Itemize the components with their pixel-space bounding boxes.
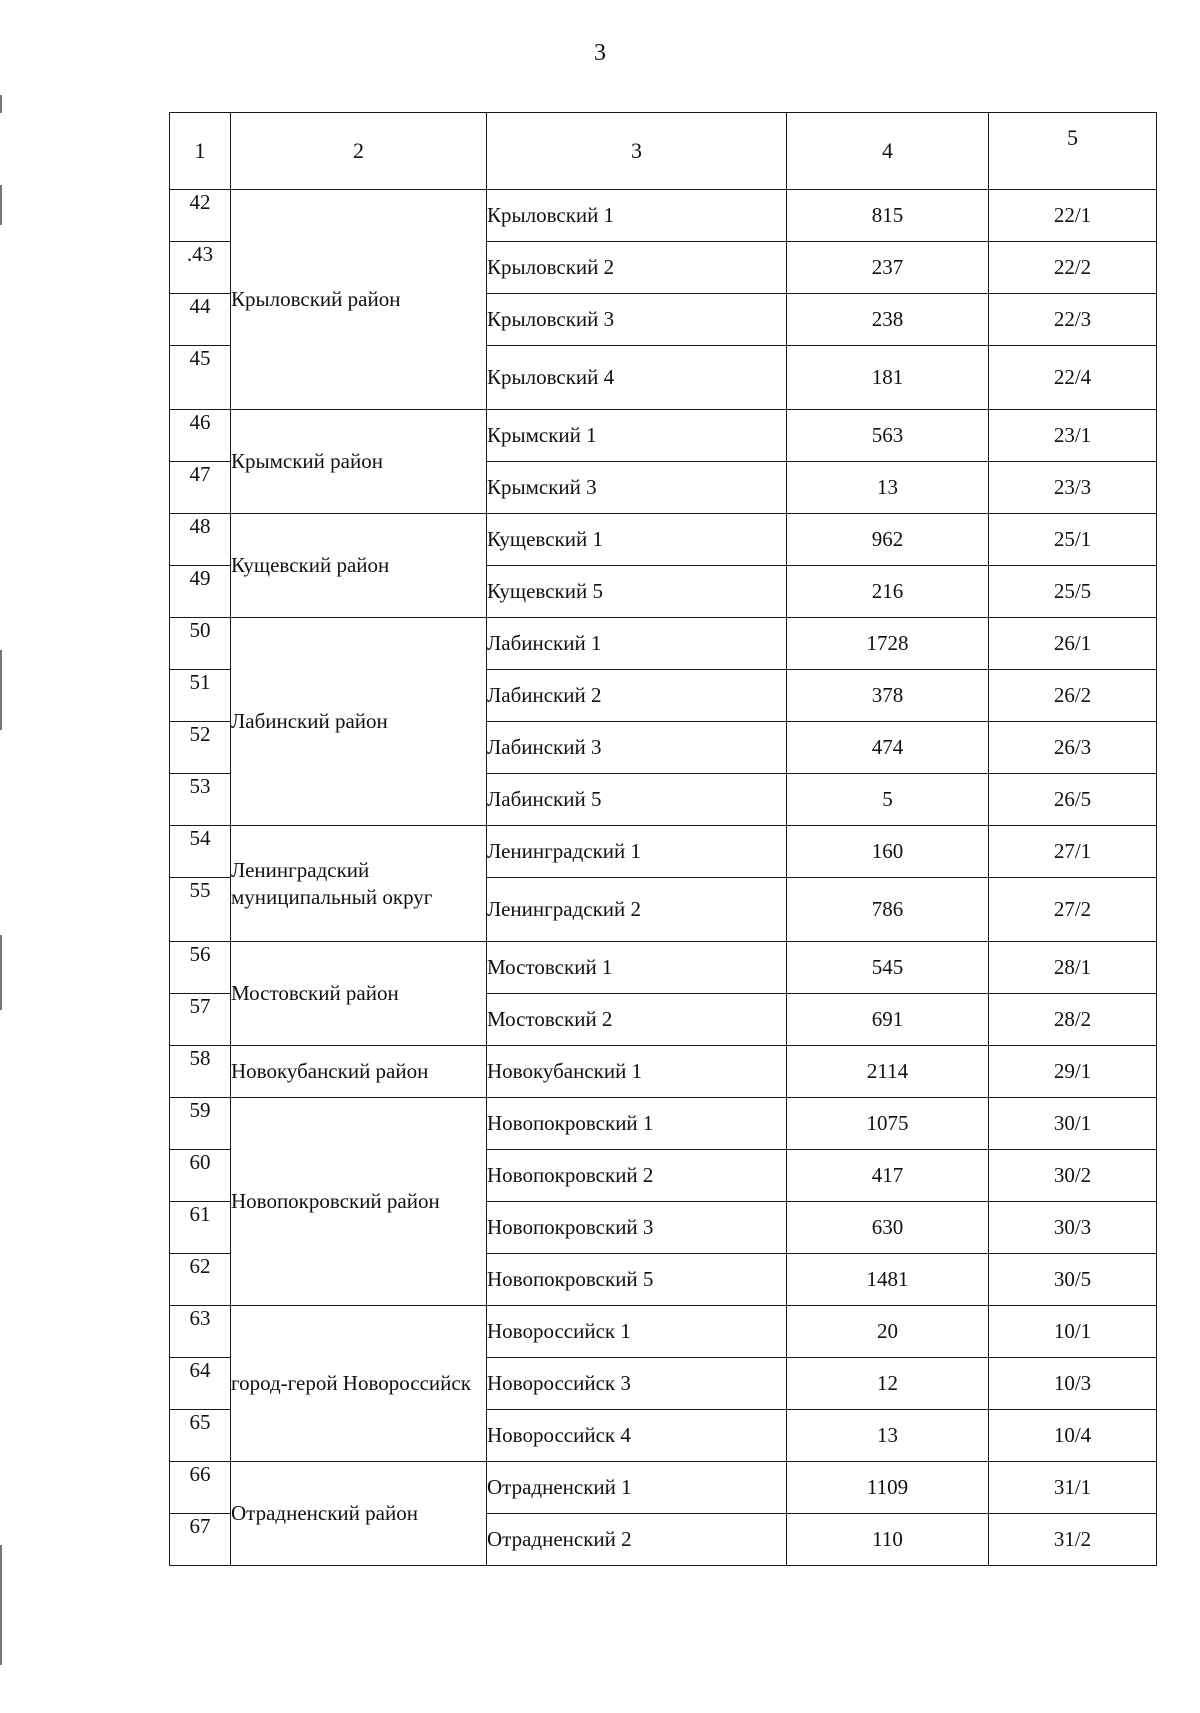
code-value: 10/4 — [989, 1410, 1157, 1462]
subdistrict-name: Кущевский 1 — [487, 514, 787, 566]
code-value: 22/1 — [989, 190, 1157, 242]
subdistrict-name: Новопокровский 5 — [487, 1254, 787, 1306]
count-value: 12 — [787, 1358, 989, 1410]
row-number: 65 — [170, 1410, 231, 1462]
count-value: 181 — [787, 346, 989, 410]
table-header-row — [170, 113, 1157, 190]
scan-margin-mark — [0, 185, 2, 225]
count-value: 1728 — [787, 618, 989, 670]
row-number: 63 — [170, 1306, 231, 1358]
row-number: 47 — [170, 462, 231, 514]
subdistrict-name: Новокубанский 1 — [487, 1046, 787, 1098]
row-number: 46 — [170, 410, 231, 462]
code-value: 30/1 — [989, 1098, 1157, 1150]
row-number: 61 — [170, 1202, 231, 1254]
row-number: 54 — [170, 826, 231, 878]
table-row — [170, 514, 1157, 566]
district-cell: Мостовский район — [231, 942, 487, 1046]
table-row — [170, 1046, 1157, 1098]
subdistrict-name: Ленинградский 2 — [487, 878, 787, 942]
code-value: 22/3 — [989, 294, 1157, 346]
code-value: 28/1 — [989, 942, 1157, 994]
row-number: .43 — [170, 242, 231, 294]
district-cell: Крымский район — [231, 410, 487, 514]
header-col-4: 4 — [787, 113, 989, 190]
row-number: 60 — [170, 1150, 231, 1202]
subdistrict-name: Новопокровский 3 — [487, 1202, 787, 1254]
row-number: 45 — [170, 346, 231, 410]
row-number: 66 — [170, 1462, 231, 1514]
district-cell: Новопокровский район — [231, 1098, 487, 1306]
table-row — [170, 1306, 1157, 1358]
count-value: 962 — [787, 514, 989, 566]
row-number: 58 — [170, 1046, 231, 1098]
header-col-2: 2 — [231, 113, 487, 190]
code-value: 30/2 — [989, 1150, 1157, 1202]
count-value: 563 — [787, 410, 989, 462]
code-value: 10/3 — [989, 1358, 1157, 1410]
row-number: 56 — [170, 942, 231, 994]
count-value: 417 — [787, 1150, 989, 1202]
count-value: 474 — [787, 722, 989, 774]
code-value: 22/2 — [989, 242, 1157, 294]
row-number: 67 — [170, 1514, 231, 1566]
district-cell: Новокубанский район — [231, 1046, 487, 1098]
header-col-5: 5 — [989, 113, 1157, 190]
code-value: 22/4 — [989, 346, 1157, 410]
code-value: 26/2 — [989, 670, 1157, 722]
subdistrict-name: Отрадненский 1 — [487, 1462, 787, 1514]
subdistrict-name: Отрадненский 2 — [487, 1514, 787, 1566]
code-value: 30/3 — [989, 1202, 1157, 1254]
header-col-3: 3 — [487, 113, 787, 190]
row-number: 51 — [170, 670, 231, 722]
subdistrict-name: Новопокровский 1 — [487, 1098, 787, 1150]
count-value: 13 — [787, 1410, 989, 1462]
subdistrict-name: Ленинградский 1 — [487, 826, 787, 878]
header-col-1: 1 — [170, 113, 231, 190]
code-value: 23/1 — [989, 410, 1157, 462]
count-value: 2114 — [787, 1046, 989, 1098]
scan-margin-mark — [0, 95, 2, 113]
table-row — [170, 618, 1157, 670]
code-value: 27/1 — [989, 826, 1157, 878]
count-value: 110 — [787, 1514, 989, 1566]
count-value: 630 — [787, 1202, 989, 1254]
subdistrict-name: Новороссийск 1 — [487, 1306, 787, 1358]
subdistrict-name: Крыловский 1 — [487, 190, 787, 242]
row-number: 50 — [170, 618, 231, 670]
count-value: 13 — [787, 462, 989, 514]
scan-margin-mark — [0, 935, 2, 1010]
subdistrict-name: Мостовский 1 — [487, 942, 787, 994]
subdistrict-name: Крыловский 4 — [487, 346, 787, 410]
count-value: 1109 — [787, 1462, 989, 1514]
scan-margin-mark — [0, 1545, 2, 1665]
row-number: 64 — [170, 1358, 231, 1410]
subdistrict-name: Новопокровский 2 — [487, 1150, 787, 1202]
code-value: 31/2 — [989, 1514, 1157, 1566]
row-number: 48 — [170, 514, 231, 566]
district-cell: Кущевский район — [231, 514, 487, 618]
count-value: 786 — [787, 878, 989, 942]
row-number: 53 — [170, 774, 231, 826]
subdistrict-name: Лабинский 1 — [487, 618, 787, 670]
district-cell: Крыловский район — [231, 190, 487, 410]
count-value: 1075 — [787, 1098, 989, 1150]
subdistrict-name: Новороссийск 3 — [487, 1358, 787, 1410]
table-row — [170, 410, 1157, 462]
count-value: 378 — [787, 670, 989, 722]
code-value: 30/5 — [989, 1254, 1157, 1306]
code-value: 25/5 — [989, 566, 1157, 618]
table-row — [170, 1098, 1157, 1150]
page-number: 3 — [594, 40, 606, 66]
count-value: 216 — [787, 566, 989, 618]
row-number: 44 — [170, 294, 231, 346]
subdistrict-name: Кущевский 5 — [487, 566, 787, 618]
table-row — [170, 942, 1157, 994]
code-value: 10/1 — [989, 1306, 1157, 1358]
row-number: 57 — [170, 994, 231, 1046]
count-value: 691 — [787, 994, 989, 1046]
subdistrict-name: Лабинский 3 — [487, 722, 787, 774]
subdistrict-name: Крымский 1 — [487, 410, 787, 462]
code-value: 26/5 — [989, 774, 1157, 826]
subdistrict-name: Крыловский 2 — [487, 242, 787, 294]
count-value: 238 — [787, 294, 989, 346]
row-number: 55 — [170, 878, 231, 942]
district-cell: Лабинский район — [231, 618, 487, 826]
row-number: 42 — [170, 190, 231, 242]
table-row — [170, 190, 1157, 242]
code-value: 31/1 — [989, 1462, 1157, 1514]
subdistrict-name: Мостовский 2 — [487, 994, 787, 1046]
district-cell: Ленинградский муниципальный округ — [231, 826, 487, 942]
subdistrict-name: Крыловский 3 — [487, 294, 787, 346]
subdistrict-name: Новороссийск 4 — [487, 1410, 787, 1462]
district-cell: Отрадненский район — [231, 1462, 487, 1566]
scan-margin-mark — [0, 650, 2, 730]
regional-table — [169, 112, 1157, 1566]
subdistrict-name: Лабинский 2 — [487, 670, 787, 722]
row-number: 52 — [170, 722, 231, 774]
row-number: 62 — [170, 1254, 231, 1306]
count-value: 545 — [787, 942, 989, 994]
row-number: 49 — [170, 566, 231, 618]
code-value: 26/3 — [989, 722, 1157, 774]
code-value: 29/1 — [989, 1046, 1157, 1098]
subdistrict-name: Крымский 3 — [487, 462, 787, 514]
code-value: 25/1 — [989, 514, 1157, 566]
row-number: 59 — [170, 1098, 231, 1150]
code-value: 28/2 — [989, 994, 1157, 1046]
count-value: 237 — [787, 242, 989, 294]
subdistrict-name: Лабинский 5 — [487, 774, 787, 826]
table-row — [170, 826, 1157, 878]
table-row — [170, 1462, 1157, 1514]
count-value: 815 — [787, 190, 989, 242]
code-value: 23/3 — [989, 462, 1157, 514]
code-value: 26/1 — [989, 618, 1157, 670]
count-value: 160 — [787, 826, 989, 878]
count-value: 5 — [787, 774, 989, 826]
district-cell: город-герой Новороссийск — [231, 1306, 487, 1462]
count-value: 20 — [787, 1306, 989, 1358]
count-value: 1481 — [787, 1254, 989, 1306]
code-value: 27/2 — [989, 878, 1157, 942]
